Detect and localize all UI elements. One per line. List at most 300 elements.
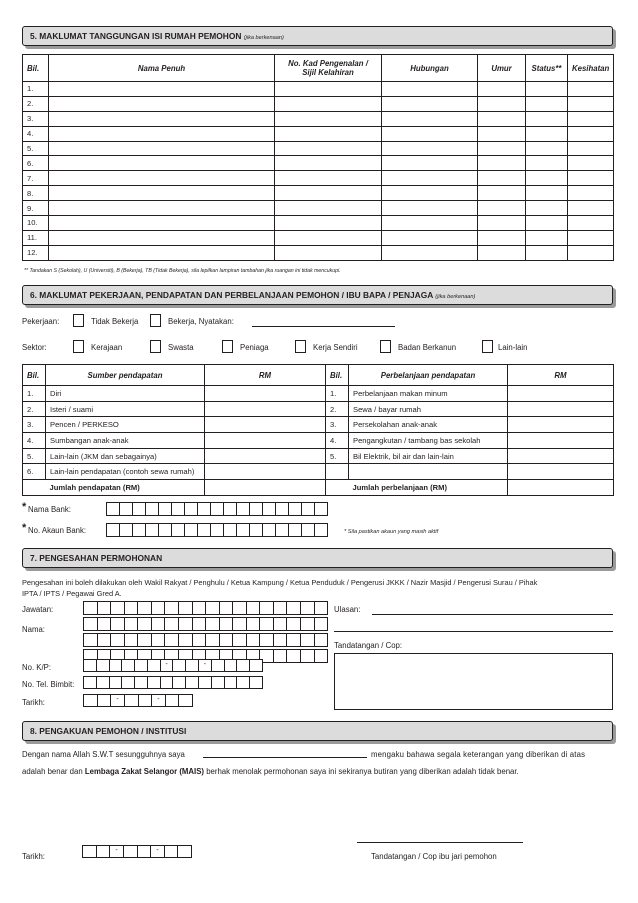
char-box[interactable]	[111, 618, 125, 630]
char-box[interactable]	[250, 503, 263, 515]
char-box[interactable]	[287, 634, 301, 646]
char-box[interactable]	[233, 634, 247, 646]
income-expense-row	[23, 386, 614, 402]
dependent-cell[interactable]	[526, 156, 568, 171]
char-box[interactable]	[186, 660, 199, 671]
tidak-bekerja-checkbox[interactable]	[73, 314, 84, 327]
col-hubungan: Hubungan	[382, 55, 478, 82]
char-box[interactable]	[83, 846, 97, 857]
section-6-title: 6. MAKLUMAT PEKERJAAN, PENDAPATAN DAN PERBELANJAAN PEMOHON / IBU BAPA / PENJAGA	[30, 290, 433, 300]
dependent-cell[interactable]	[526, 171, 568, 186]
char-box[interactable]	[206, 634, 220, 646]
dependent-cell[interactable]	[526, 111, 568, 126]
dependent-row-number: 8.	[23, 186, 49, 201]
char-box[interactable]	[97, 677, 110, 688]
char-box[interactable]	[185, 503, 198, 515]
dependent-cell[interactable]	[49, 82, 275, 97]
char-box[interactable]	[111, 602, 125, 614]
char-box[interactable]	[135, 660, 148, 671]
char-box[interactable]	[138, 602, 152, 614]
dependent-row-number: 4.	[23, 126, 49, 141]
section-5-note: (jika berkenaan)	[243, 35, 284, 41]
char-box[interactable]	[233, 618, 247, 630]
kerajaan-label: Kerajaan	[91, 343, 123, 352]
char-box[interactable]	[193, 618, 207, 630]
dependent-cell[interactable]	[478, 111, 526, 126]
dependent-row	[23, 201, 614, 216]
expense-label: Sewa / bayar rumah	[349, 401, 508, 417]
ulasan-label: Ulasan:	[334, 605, 361, 614]
expense-rm-cell[interactable]	[508, 448, 614, 464]
dependent-cell[interactable]	[275, 230, 382, 245]
lain-lain-label: Lain-lain	[498, 343, 528, 352]
dependent-row	[23, 111, 614, 126]
dependent-cell[interactable]	[382, 201, 478, 216]
char-box[interactable]	[178, 846, 191, 857]
income-expense-row	[23, 464, 614, 480]
dependent-cell[interactable]	[568, 230, 614, 245]
badan-berkanun-label: Badan Berkanun	[398, 343, 457, 352]
col-ic: No. Kad Pengenalan / Sijil Kelahiran	[275, 55, 382, 82]
badan-berkanun-checkbox[interactable]	[380, 340, 391, 353]
dependent-cell[interactable]	[526, 201, 568, 216]
char-box[interactable]	[274, 618, 288, 630]
char-box[interactable]	[179, 634, 193, 646]
section-5-footnote: ** Tandakan S (Sekolah), U (Universiti), B (Bekerja), TB (Tidak Bekerja), sila lepilkan lampiran tambahan jika ruangan ini tidak mencukupi.	[24, 268, 341, 274]
char-box[interactable]	[233, 602, 247, 614]
char-box[interactable]	[237, 677, 250, 688]
char-box[interactable]	[274, 634, 288, 646]
char-box[interactable]	[98, 618, 112, 630]
dependent-cell[interactable]	[568, 216, 614, 231]
jawatan-label: Jawatan:	[22, 605, 54, 614]
char-box[interactable]	[97, 846, 111, 857]
char-box[interactable]	[84, 660, 97, 671]
char-box[interactable]	[159, 524, 172, 536]
char-box[interactable]	[247, 602, 261, 614]
char-box[interactable]	[122, 660, 135, 671]
dependent-cell[interactable]	[526, 186, 568, 201]
dependent-cell[interactable]	[382, 186, 478, 201]
dependent-cell[interactable]	[478, 245, 526, 260]
char-box[interactable]	[206, 602, 220, 614]
char-box[interactable]	[225, 660, 238, 671]
dependent-cell[interactable]	[382, 126, 478, 141]
lain-lain-checkbox[interactable]	[482, 340, 493, 353]
char-box[interactable]	[120, 503, 133, 515]
dependent-cell[interactable]	[382, 216, 478, 231]
char-box[interactable]	[159, 503, 172, 515]
char-box[interactable]	[125, 602, 139, 614]
expense-blank	[508, 464, 614, 480]
char-box[interactable]	[287, 618, 301, 630]
dependent-cell[interactable]	[275, 201, 382, 216]
income-expense-table	[22, 364, 614, 496]
char-box[interactable]	[161, 677, 174, 688]
char-box[interactable]	[224, 503, 237, 515]
dependent-cell[interactable]	[478, 171, 526, 186]
nama-boxes-1[interactable]	[83, 633, 328, 647]
char-box[interactable]	[301, 602, 315, 614]
income-label: Diri	[46, 386, 205, 402]
dependent-cell[interactable]	[568, 171, 614, 186]
dependent-cell[interactable]	[49, 126, 275, 141]
dependent-cell[interactable]	[478, 201, 526, 216]
char-box[interactable]	[179, 618, 193, 630]
char-box[interactable]	[125, 695, 139, 706]
char-box[interactable]	[173, 677, 186, 688]
char-box[interactable]	[274, 650, 288, 662]
char-box[interactable]	[315, 618, 328, 630]
char-box[interactable]	[179, 695, 192, 706]
char-box[interactable]	[193, 634, 207, 646]
dependent-cell[interactable]	[478, 216, 526, 231]
char-box[interactable]	[250, 677, 262, 688]
char-box[interactable]	[172, 524, 185, 536]
char-box[interactable]	[84, 634, 98, 646]
char-box[interactable]	[146, 524, 159, 536]
col-umur: Umur	[478, 55, 526, 82]
income-rm-cell[interactable]	[205, 386, 326, 402]
s8-name-line[interactable]	[203, 757, 367, 758]
income-rm-cell[interactable]	[205, 448, 326, 464]
char-box[interactable]	[98, 695, 112, 706]
expense-rm-cell[interactable]	[508, 417, 614, 433]
bank-name-label: Nama Bank:	[28, 505, 71, 514]
dependent-cell[interactable]	[568, 156, 614, 171]
dependent-cell[interactable]	[275, 186, 382, 201]
totals-spacer	[326, 480, 349, 496]
char-box[interactable]	[287, 650, 301, 662]
totals-spacer	[23, 480, 46, 496]
bank-name-boxes[interactable]	[106, 502, 328, 516]
char-box[interactable]	[220, 618, 234, 630]
income-rm-cell[interactable]	[205, 401, 326, 417]
char-box[interactable]: -	[110, 846, 124, 857]
char-box[interactable]	[173, 660, 186, 671]
dependent-cell[interactable]	[568, 126, 614, 141]
char-box[interactable]	[263, 524, 276, 536]
char-box[interactable]	[98, 634, 112, 646]
bekerja-checkbox[interactable]	[150, 314, 161, 327]
char-box[interactable]	[250, 524, 263, 536]
dependent-cell[interactable]	[526, 141, 568, 156]
s8-tarikh-boxes[interactable]	[82, 845, 192, 858]
char-box[interactable]	[152, 602, 166, 614]
dependent-cell[interactable]	[568, 245, 614, 260]
expense-total-cell[interactable]	[508, 480, 614, 496]
char-box[interactable]	[107, 503, 120, 515]
dependent-cell[interactable]	[382, 96, 478, 111]
expense-rm-cell[interactable]	[508, 401, 614, 417]
dependent-row-number: 9.	[23, 201, 49, 216]
char-box[interactable]	[122, 677, 135, 688]
dependent-row	[23, 216, 614, 231]
dependent-cell[interactable]	[526, 230, 568, 245]
section-7-title: 7. PENGESAHAN PERMOHONAN	[30, 553, 163, 563]
bank-name-asterisk: *	[22, 501, 27, 513]
dependent-cell[interactable]	[382, 245, 478, 260]
dependent-cell[interactable]	[49, 141, 275, 156]
char-box[interactable]	[133, 524, 146, 536]
char-box[interactable]	[237, 503, 250, 515]
kerja-sendiri-checkbox[interactable]	[295, 340, 306, 353]
char-box[interactable]	[186, 677, 199, 688]
dependent-cell[interactable]	[526, 216, 568, 231]
char-box[interactable]	[212, 677, 225, 688]
char-box[interactable]	[250, 660, 262, 671]
char-box[interactable]	[206, 618, 220, 630]
dependent-cell[interactable]	[49, 96, 275, 111]
char-box[interactable]	[301, 618, 315, 630]
char-box[interactable]	[302, 503, 315, 515]
jawatan-boxes-1[interactable]	[83, 601, 328, 615]
char-box[interactable]	[220, 634, 234, 646]
char-box[interactable]	[84, 602, 98, 614]
dependent-cell[interactable]	[526, 245, 568, 260]
expense-label: Pengangkutan / tambang bas sekolah	[349, 433, 508, 449]
dependent-cell[interactable]	[526, 96, 568, 111]
char-box[interactable]	[133, 503, 146, 515]
char-box[interactable]	[287, 602, 301, 614]
dependent-cell[interactable]	[275, 245, 382, 260]
char-box[interactable]	[138, 634, 152, 646]
expense-label: Perbelanjaan makan minum	[349, 386, 508, 402]
char-box[interactable]	[138, 618, 152, 630]
char-box[interactable]	[110, 677, 123, 688]
tandatangan-label: Tandatangan / Cop:	[334, 641, 403, 650]
nokp-label: No. K/P:	[22, 663, 52, 672]
dependent-cell[interactable]	[49, 156, 275, 171]
char-box[interactable]	[302, 524, 315, 536]
char-box[interactable]	[152, 634, 166, 646]
char-box[interactable]	[165, 602, 179, 614]
char-box[interactable]	[315, 602, 328, 614]
dependent-cell[interactable]	[382, 230, 478, 245]
char-box[interactable]	[165, 618, 179, 630]
char-box[interactable]	[315, 650, 328, 662]
dependent-cell[interactable]	[49, 245, 275, 260]
section-8-header	[22, 721, 613, 741]
s8-sign-line[interactable]	[357, 842, 523, 843]
char-box[interactable]: -	[199, 660, 212, 671]
nama-label: Nama:	[22, 625, 45, 634]
dependent-cell[interactable]	[49, 216, 275, 231]
tidak-bekerja-label: Tidak Bekerja	[91, 317, 139, 326]
expense-rm-cell[interactable]	[508, 433, 614, 449]
expense-rm-cell[interactable]	[508, 386, 614, 402]
dependent-cell[interactable]	[49, 186, 275, 201]
char-box[interactable]	[315, 503, 327, 515]
dependent-row	[23, 230, 614, 245]
char-box[interactable]	[315, 524, 327, 536]
dependent-cell[interactable]	[382, 141, 478, 156]
char-box[interactable]	[220, 602, 234, 614]
char-box[interactable]	[165, 634, 179, 646]
income-rm-cell[interactable]	[205, 417, 326, 433]
char-box[interactable]	[274, 602, 288, 614]
char-box[interactable]	[138, 846, 152, 857]
dependent-cell[interactable]	[275, 82, 382, 97]
ulasan-line-2[interactable]	[334, 631, 613, 632]
dependent-cell[interactable]	[275, 156, 382, 171]
notel-label: No. Tel. Bimbit:	[22, 680, 75, 689]
char-box[interactable]	[152, 618, 166, 630]
dependent-cell[interactable]	[568, 111, 614, 126]
char-box[interactable]	[166, 695, 180, 706]
char-box[interactable]	[301, 634, 315, 646]
dependent-cell[interactable]	[382, 111, 478, 126]
bekerja-line[interactable]	[252, 326, 395, 327]
char-box[interactable]	[107, 524, 120, 536]
char-box[interactable]	[198, 503, 211, 515]
char-box[interactable]	[135, 677, 148, 688]
dependent-cell[interactable]	[382, 82, 478, 97]
char-box[interactable]	[110, 660, 123, 671]
dependent-cell[interactable]	[49, 201, 275, 216]
dependent-cell[interactable]	[275, 126, 382, 141]
dependent-cell[interactable]	[568, 201, 614, 216]
dependent-row-number: 12.	[23, 245, 49, 260]
totals-row	[23, 480, 614, 496]
char-box[interactable]	[84, 618, 98, 630]
dependent-row-number: 6.	[23, 156, 49, 171]
char-box[interactable]	[165, 846, 179, 857]
dependent-cell[interactable]	[49, 171, 275, 186]
char-box[interactable]	[84, 695, 98, 706]
char-box[interactable]	[237, 524, 250, 536]
char-box[interactable]: -	[152, 695, 166, 706]
dependent-cell[interactable]	[478, 82, 526, 97]
dependent-cell[interactable]	[478, 186, 526, 201]
char-box[interactable]	[111, 634, 125, 646]
col-status: Status**	[526, 55, 568, 82]
col-bil: Bil.	[23, 55, 49, 82]
s7-tarikh-boxes[interactable]	[83, 694, 193, 707]
char-box[interactable]	[315, 634, 328, 646]
dependent-row	[23, 126, 614, 141]
char-box[interactable]	[148, 677, 161, 688]
nokp-boxes[interactable]	[83, 659, 263, 672]
dependent-cell[interactable]	[478, 141, 526, 156]
section-7-header	[22, 548, 613, 568]
kerajaan-checkbox[interactable]	[73, 340, 84, 353]
char-box[interactable]	[276, 524, 289, 536]
dependent-row	[23, 96, 614, 111]
dependent-cell[interactable]	[478, 156, 526, 171]
char-box[interactable]	[212, 660, 225, 671]
char-box[interactable]	[148, 660, 161, 671]
income-no: 6.	[23, 464, 46, 480]
char-box[interactable]	[289, 524, 302, 536]
char-box[interactable]	[260, 602, 274, 614]
s7-tarikh-label: Tarikh:	[22, 698, 45, 707]
swasta-checkbox[interactable]	[150, 340, 161, 353]
char-box[interactable]	[146, 503, 159, 515]
dependent-cell[interactable]	[526, 82, 568, 97]
char-box[interactable]	[289, 503, 302, 515]
dependent-cell[interactable]	[568, 82, 614, 97]
dependent-cell[interactable]	[568, 96, 614, 111]
char-box[interactable]	[97, 660, 110, 671]
dependent-cell[interactable]	[478, 126, 526, 141]
char-box[interactable]	[276, 503, 289, 515]
char-box[interactable]	[84, 677, 97, 688]
char-box[interactable]	[199, 677, 212, 688]
char-box[interactable]	[211, 503, 224, 515]
s8-text-a: Dengan nama Allah S.W.T sesungguhnya saya	[22, 750, 185, 759]
dependent-cell[interactable]	[478, 230, 526, 245]
char-box[interactable]	[139, 695, 153, 706]
kerja-sendiri-label: Kerja Sendiri	[313, 343, 358, 352]
expense-label: Bil Elektrik, bil air dan lain-lain	[349, 448, 508, 464]
dependent-cell[interactable]	[275, 171, 382, 186]
ulasan-line-1[interactable]	[372, 614, 613, 615]
char-box[interactable]: -	[161, 660, 174, 671]
jawatan-boxes-2[interactable]	[83, 617, 328, 631]
dependent-row	[23, 156, 614, 171]
char-box[interactable]: -	[111, 695, 125, 706]
dependent-cell[interactable]	[275, 141, 382, 156]
dependent-cell[interactable]	[382, 156, 478, 171]
char-box[interactable]	[260, 618, 274, 630]
char-box[interactable]	[172, 503, 185, 515]
char-box[interactable]	[211, 524, 224, 536]
char-box[interactable]	[179, 602, 193, 614]
dependent-cell[interactable]	[568, 141, 614, 156]
char-box[interactable]	[124, 846, 138, 857]
char-box[interactable]	[247, 634, 261, 646]
income-rm-cell[interactable]	[205, 433, 326, 449]
char-box[interactable]	[125, 618, 139, 630]
dependent-cell[interactable]	[526, 126, 568, 141]
char-box[interactable]	[260, 634, 274, 646]
dependent-cell[interactable]	[478, 96, 526, 111]
char-box[interactable]	[263, 503, 276, 515]
dependent-cell[interactable]	[568, 186, 614, 201]
dependent-cell[interactable]	[49, 111, 275, 126]
char-box[interactable]	[125, 634, 139, 646]
bekerja-label: Bekerja, Nyatakan:	[168, 317, 234, 326]
char-box[interactable]	[225, 677, 238, 688]
col-kesihatan: Kesihatan	[568, 55, 614, 82]
income-expense-row	[23, 401, 614, 417]
char-box[interactable]	[237, 660, 250, 671]
income-total-cell[interactable]	[205, 480, 326, 496]
dependent-cell[interactable]	[382, 171, 478, 186]
bank-account-boxes[interactable]	[106, 523, 328, 537]
dependent-cell[interactable]	[49, 230, 275, 245]
notel-boxes[interactable]	[83, 676, 263, 689]
peniaga-checkbox[interactable]	[222, 340, 233, 353]
dependent-cell[interactable]	[275, 96, 382, 111]
char-box[interactable]	[247, 618, 261, 630]
char-box[interactable]	[98, 602, 112, 614]
char-box[interactable]	[224, 524, 237, 536]
char-box[interactable]	[193, 602, 207, 614]
char-box[interactable]	[301, 650, 315, 662]
income-rm-cell[interactable]	[205, 464, 326, 480]
char-box[interactable]	[198, 524, 211, 536]
dependent-cell[interactable]	[275, 111, 382, 126]
section-5-title: 5. MAKLUMAT TANGGUNGAN ISI RUMAH PEMOHON	[30, 31, 242, 41]
tandatangan-box[interactable]	[334, 653, 613, 710]
dependent-cell[interactable]	[275, 216, 382, 231]
char-box[interactable]	[120, 524, 133, 536]
char-box[interactable]	[185, 524, 198, 536]
income-no: 4.	[23, 433, 46, 449]
char-box[interactable]: -	[151, 846, 165, 857]
